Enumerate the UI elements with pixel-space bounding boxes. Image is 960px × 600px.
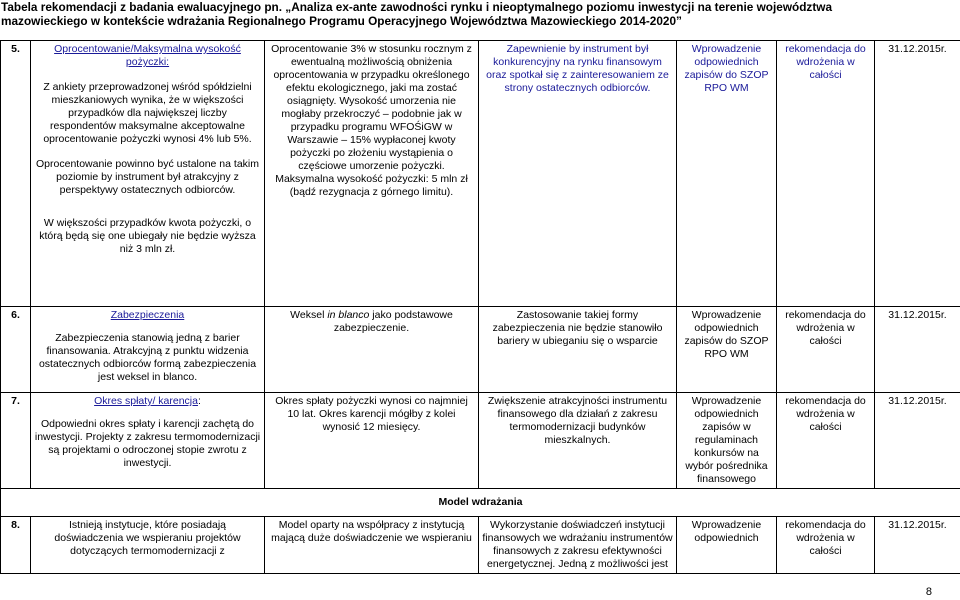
effect-cell: Zwiększenie atrakcyjności instrumentu finansowego dla działań z zakresu termomodernizacji budynków mieszkalnych. [479,393,677,489]
problem-title: Okres spłaty/ karencja [94,395,198,407]
document-header [0,0,960,28]
status-cell: rekomendacja do wdrożenia w całości [777,517,875,574]
recommendation-cell [265,307,479,393]
problem-title-colon: : [197,395,201,407]
table-row [1,517,960,574]
recommendations-table [0,40,960,574]
table-row [1,307,960,393]
problem-paragraph: Zabezpieczenia stanowią jedną z barier finansowania. Atrakcyjną z punktu widzenia ostatecznych odbiorców formą zabezpieczenia jest weksel in blanco. [38,332,257,383]
header-line-1: Tabela rekomendacji z badania ewaluacyjnego pn. „Analiza ex-ante zawodności rynku i nieoptymalnego poziomu inwestycji na terenie województwa [1,0,833,14]
deadline-cell: 31.12.2015r. [875,517,960,574]
recommendation-text-b: jako podstawowe zabezpieczenie. [333,309,453,334]
effect-cell: Wykorzystanie doświadczeń instytucji finansowych we wdrażaniu instrumentów finansowych z zakresu efektywności energetycznej. Jedną z możliwości jest [479,517,677,574]
recommendation-cell: Oprocentowanie 3% w stosunku rocznym z ewentualną możliwością obniżenia oprocentowania w przypadku określonego efektu ekologicznego, jaki ma zostać osiągnięty. Wysokość umorzenia nie mogłaby przekroczyć – podobnie jak w przypadku programu WFOŚiGW w Warszawie – 15% wypłaconej kwoty pożyczki po złożeniu wystąpienia o częściowe umorzenie pożyczki. Maksymalna wysokość pożyczki: 5 mln zł (bądź rezygnacja z górnego limitu). [265,41,479,307]
recommendation-italic: in blanco [327,309,370,321]
problem-title: Oprocentowanie/Maksymalna wysokość pożyczki: [54,43,241,68]
deadline-cell: 31.12.2015r. [875,393,960,489]
header-line-2: mazowieckiego w kontekście wdrażania Regionalnego Programu Operacyjnego Województwa Mazowieckiego 2014-2020” [1,14,682,28]
problem-cell [31,41,265,307]
status-cell: rekomendacja do wdrożenia w całości [777,393,875,489]
problem-cell [31,393,265,489]
problem-cell: Istnieją instytucje, które posiadają doświadczenia we wspieraniu projektów dotyczących termomodernizacji z [31,517,265,574]
row-number: 6. [1,307,31,393]
recommendation-cell: Model oparty na współpracy z instytucją mającą duże doświadczenie we wspieraniu [265,517,479,574]
section-title: Model wdrażania [1,489,960,517]
section-row [1,489,960,517]
status-cell: rekomendacja do wdrożenia w całości [777,307,875,393]
implementation-cell: Wprowadzenie odpowiednich [677,517,777,574]
problem-title: Zabezpieczenia [110,309,185,321]
deadline-cell: 31.12.2015r. [875,41,960,307]
effect-cell: Zapewnienie by instrument był konkurencyjny na rynku finansowym oraz spotkał się z zainteresowaniem ze strony ostatecznych odbiorców. [479,41,677,307]
table-row [1,41,960,307]
problem-paragraph: W większości przypadków kwota pożyczki, o którą będą się one ubiegały nie będzie wyższa niż 3 mln zł. [39,217,256,255]
implementation-cell: Wprowadzenie odpowiednich zapisów do SZOP RPO WM [677,307,777,393]
problem-paragraph: Z ankiety przeprowadzonej wśród spółdzielni mieszkaniowych wynika, że w większości przypadków dla największej liczby respondentów maksymalne akceptowalne oprocentowanie pożyczki wynosi 4% lub 5%. [43,81,252,145]
recommendation-cell: Okres spłaty pożyczki wynosi co najmniej 10 lat. Okres karencji mógłby z kolei wynosić 12 miesięcy. [265,393,479,489]
recommendation-text-a: Weksel [290,309,328,321]
row-number: 5. [1,41,31,307]
page-number: 8 [925,586,932,598]
problem-paragraph: Oprocentowanie powinno być ustalone na takim poziomie by instrument był atrakcyjny z perspektywy ostatecznych odbiorców. [36,158,259,196]
implementation-cell: Wprowadzenie odpowiednich zapisów do SZOP RPO WM [677,41,777,307]
table-row [1,393,960,489]
problem-cell [31,307,265,393]
deadline-cell: 31.12.2015r. [875,307,960,393]
status-cell: rekomendacja do wdrożenia w całości [777,41,875,307]
problem-paragraph: Odpowiedni okres spłaty i karencji zachętą do inwestycji. Projekty z zakresu termomodernizacji są projektami o odroczonej stopie zwrotu z inwestycji. [34,418,261,469]
effect-cell: Zastosowanie takiej formy zabezpieczenia nie będzie stanowiło bariery w ubieganiu się o wsparcie [479,307,677,393]
row-number: 7. [1,393,31,489]
implementation-cell: Wprowadzenie odpowiednich zapisów w regulaminach konkursów na wybór pośrednika finansowego [677,393,777,489]
row-number: 8. [1,517,31,574]
problem-title-wrap [94,395,201,407]
